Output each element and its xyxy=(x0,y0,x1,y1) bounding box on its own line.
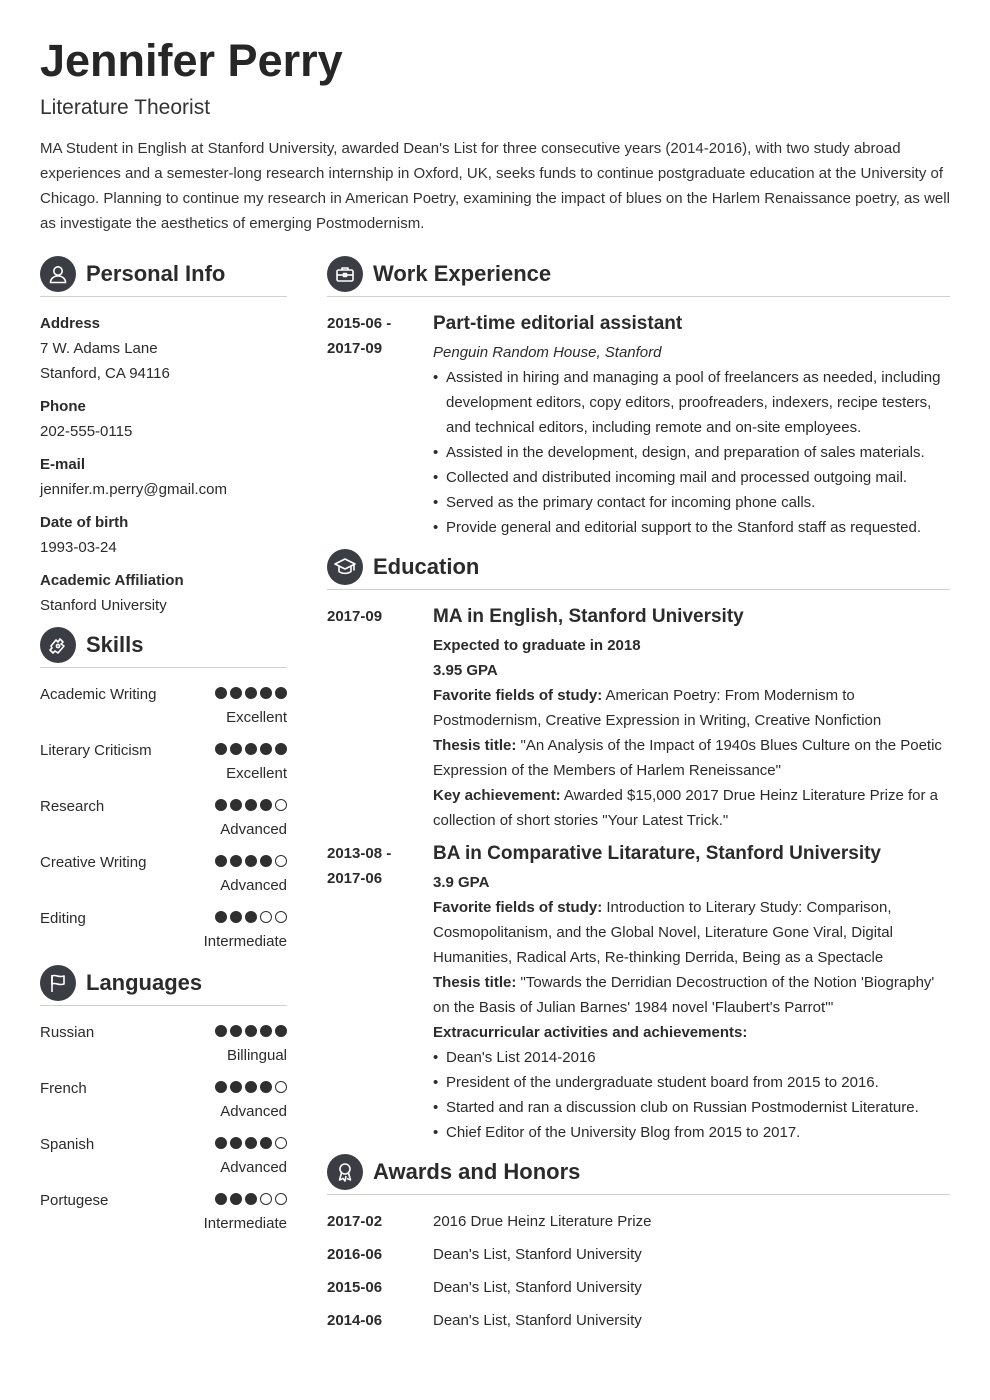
education-line-label: Favorite fields of study: xyxy=(433,899,603,916)
person-icon xyxy=(40,256,76,292)
education-line-label: Expected to graduate in 2018 xyxy=(433,637,641,654)
language-name: Spanish xyxy=(40,1136,95,1153)
award-item xyxy=(327,1209,950,1234)
skill-level: Excellent xyxy=(226,765,287,782)
education-line xyxy=(433,895,950,970)
skill-rating xyxy=(215,911,287,923)
award-name: Dean's List, Stanford University xyxy=(433,1312,642,1329)
language-level: Intermediate xyxy=(203,1215,287,1232)
skill-name: Editing xyxy=(40,910,86,927)
skills-list xyxy=(40,682,287,962)
rating-dot xyxy=(230,911,242,923)
education-title: Education xyxy=(373,554,480,579)
rating-dot xyxy=(215,911,227,923)
language-item xyxy=(40,1188,287,1244)
award-item xyxy=(327,1242,950,1267)
rating-dot xyxy=(260,743,272,755)
education-entry xyxy=(327,841,950,1145)
degree-title: BA in Comparative Litarature, Stanford University xyxy=(433,843,882,864)
degree-title: MA in English, Stanford University xyxy=(433,606,744,627)
personal-info-title: Personal Info xyxy=(86,261,226,286)
rating-dot xyxy=(275,799,287,811)
rating-dot xyxy=(230,855,242,867)
company-name: Penguin Random House, Stanford xyxy=(433,344,662,361)
personal-info-list xyxy=(40,311,287,618)
resume-header xyxy=(40,34,952,236)
personal-info-item xyxy=(40,568,287,618)
skills-title: Skills xyxy=(86,632,144,657)
rating-dot xyxy=(215,799,227,811)
awards-heading xyxy=(327,1153,950,1195)
rating-dot xyxy=(260,799,272,811)
language-item xyxy=(40,1076,287,1132)
personal-info-label: E-mail xyxy=(40,456,86,473)
education-line xyxy=(433,1020,950,1045)
education-line-label: Thesis title: xyxy=(433,974,517,991)
rating-dot xyxy=(245,799,257,811)
skill-rating xyxy=(215,799,287,811)
language-level: Advanced xyxy=(220,1159,287,1176)
rating-dot xyxy=(275,1137,287,1149)
work-experience-title: Work Experience xyxy=(373,261,552,286)
rating-dot xyxy=(215,855,227,867)
personal-info-value: 202-555-0115 xyxy=(40,423,133,440)
education-line-text: American Poetry: From Modernism to Postmodernism, Creative Expression in Writing, Creative Nonfiction xyxy=(433,687,882,729)
personal-info-item xyxy=(40,452,287,502)
rating-dot xyxy=(275,743,287,755)
rating-dot xyxy=(230,687,242,699)
education-date: 2017-09 xyxy=(327,608,383,625)
language-item xyxy=(40,1020,287,1076)
personal-info-item xyxy=(40,311,287,386)
education-line xyxy=(433,683,950,733)
rating-dot xyxy=(245,911,257,923)
language-level: Advanced xyxy=(220,1103,287,1120)
rating-dot xyxy=(245,1137,257,1149)
work-experience-heading xyxy=(327,255,950,297)
rating-dot xyxy=(245,855,257,867)
activity-item: • Chief Editor of the University Blog from 2015 to 2017. xyxy=(433,1120,950,1145)
skill-item xyxy=(40,794,287,850)
rating-dot xyxy=(245,1193,257,1205)
language-rating xyxy=(215,1025,287,1037)
education-line xyxy=(433,733,950,783)
personal-info-value: jennifer.m.perry@gmail.com xyxy=(40,481,227,498)
rating-dot xyxy=(275,1025,287,1037)
personal-info-value: Stanford University xyxy=(40,597,167,614)
education-line-text: Introduction to Literary Study: Comparison, Cosmopolitanism, and the Global Novel, Literature Gone Viral, Digital Humanities, Radical Arts, Re-thinking Derrida, Being as a Spectacle xyxy=(433,899,893,966)
education-details xyxy=(433,604,950,833)
graduation-cap-icon xyxy=(327,549,363,585)
education-line xyxy=(433,658,950,683)
rating-dot xyxy=(245,1025,257,1037)
work-details xyxy=(433,311,950,540)
rating-dot xyxy=(260,687,272,699)
education-line-label: Key achievement: xyxy=(433,787,561,804)
skills-heading xyxy=(40,626,287,668)
education-line-label: Thesis title: xyxy=(433,737,517,754)
language-name: Portugese xyxy=(40,1192,109,1209)
award-item xyxy=(327,1308,950,1333)
rating-dot xyxy=(245,687,257,699)
duty-item: • Provide general and editorial support to the Stanford staff as requested. xyxy=(433,515,950,540)
rating-dot xyxy=(215,1193,227,1205)
skill-name: Literary Criticism xyxy=(40,742,152,759)
rating-dot xyxy=(275,1081,287,1093)
personal-info-value: 1993-03-24 xyxy=(40,539,117,556)
rating-dot xyxy=(230,799,242,811)
education-line-label: Extracurricular activities and achievements: xyxy=(433,1024,748,1041)
skill-item xyxy=(40,850,287,906)
rating-dot xyxy=(215,743,227,755)
award-name: Dean's List, Stanford University xyxy=(433,1279,642,1296)
language-item xyxy=(40,1132,287,1188)
rating-dot xyxy=(275,1193,287,1205)
education-line xyxy=(433,870,950,895)
skill-name: Academic Writing xyxy=(40,686,157,703)
skill-level: Excellent xyxy=(226,709,287,726)
rating-dot xyxy=(275,855,287,867)
skill-item xyxy=(40,906,287,962)
language-rating xyxy=(215,1137,287,1149)
rating-dot xyxy=(230,743,242,755)
rating-dot xyxy=(215,1081,227,1093)
personal-info-label: Academic Affiliation xyxy=(40,572,184,589)
job-title: Part-time editorial assistant xyxy=(433,313,683,334)
rating-dot xyxy=(260,855,272,867)
candidate-name: Jennifer Perry xyxy=(40,35,343,86)
skill-level: Advanced xyxy=(220,877,287,894)
personal-info-label: Phone xyxy=(40,398,86,415)
awards-list xyxy=(327,1209,950,1333)
rating-dot xyxy=(245,743,257,755)
work-entry xyxy=(327,311,950,540)
skill-level: Advanced xyxy=(220,821,287,838)
education-line-label: 3.9 GPA xyxy=(433,874,490,891)
award-date: 2014-06 xyxy=(327,1312,383,1329)
rating-dot xyxy=(275,687,287,699)
rating-dot xyxy=(230,1081,242,1093)
education-line xyxy=(433,783,950,833)
activity-item: • President of the undergraduate student board from 2015 to 2016. xyxy=(433,1070,950,1095)
language-level: Billingual xyxy=(226,1047,287,1064)
rating-dot xyxy=(260,911,272,923)
award-ribbon-icon xyxy=(327,1154,363,1190)
right-column xyxy=(327,255,950,1341)
language-rating xyxy=(215,1081,287,1093)
languages-heading xyxy=(40,964,287,1006)
rating-dot xyxy=(215,687,227,699)
education-line-label: Favorite fields of study: xyxy=(433,687,603,704)
education-line xyxy=(433,970,950,1020)
education-line-text: "An Analysis of the Impact of 1940s Blues Culture on the Poetic Expression of the Members of Harlem Reneissance" xyxy=(433,737,942,779)
skill-rating xyxy=(215,687,287,699)
language-rating xyxy=(215,1193,287,1205)
activity-item: • Started and ran a discussion club on Russian Postmodernist Literature. xyxy=(433,1095,950,1120)
rating-dot xyxy=(275,911,287,923)
duty-item: • Served as the primary contact for incoming phone calls. xyxy=(433,490,950,515)
work-experience-list xyxy=(327,311,950,540)
education-details xyxy=(433,841,950,1145)
language-name: French xyxy=(40,1080,87,1097)
rating-dot xyxy=(260,1137,272,1149)
skill-name: Research xyxy=(40,798,105,815)
award-date: 2015-06 xyxy=(327,1279,383,1296)
flag-icon xyxy=(40,965,76,1001)
left-column xyxy=(40,255,287,1244)
duty-item: • Assisted in the development, design, and preparation of sales materials. xyxy=(433,440,950,465)
rating-dot xyxy=(260,1025,272,1037)
language-name: Russian xyxy=(40,1024,95,1041)
rating-dot xyxy=(215,1025,227,1037)
skill-rating xyxy=(215,743,287,755)
briefcase-icon xyxy=(327,256,363,292)
skill-rating xyxy=(215,855,287,867)
rating-dot xyxy=(260,1081,272,1093)
rating-dot xyxy=(245,1081,257,1093)
award-date: 2017-02 xyxy=(327,1213,383,1230)
work-duties xyxy=(433,365,950,540)
languages-title: Languages xyxy=(86,970,203,995)
duty-item: • Collected and distributed incoming mail and processed outgoing mail. xyxy=(433,465,950,490)
education-activities xyxy=(433,1045,950,1145)
education-heading xyxy=(327,548,950,590)
award-item xyxy=(327,1275,950,1300)
skill-level: Intermediate xyxy=(203,933,287,950)
duty-item: • Assisted in hiring and managing a pool of freelancers as needed, including development editors, copy editors, proofreaders, indexers, recipe testers, and technical editors, including remote and on-site employees. xyxy=(433,365,950,440)
education-list xyxy=(327,604,950,1145)
personal-info-heading xyxy=(40,255,287,297)
rating-dot xyxy=(230,1193,242,1205)
puzzle-hand-icon xyxy=(40,627,76,663)
candidate-title: Literature Theorist xyxy=(40,96,211,119)
education-date: 2013-08 - 2017-06 xyxy=(327,845,392,887)
personal-info-label: Date of birth xyxy=(40,514,129,531)
profile-summary: MA Student in English at Stanford University, awarded Dean's List for three consecutive years (2014-2016), with two study abroad experiences and a semester-long research internship in Oxford, UK, seeks funds to continue postgraduate education at the University of Chicago. Planning to continue my research in American Poetry, examining the impact of blues on the Harlem Renaissance poetry, as well as investigate the aesthetics of emerging Postmodernism. xyxy=(40,140,950,232)
awards-title: Awards and Honors xyxy=(373,1159,581,1184)
personal-info-item xyxy=(40,510,287,560)
award-date: 2016-06 xyxy=(327,1246,383,1263)
rating-dot xyxy=(230,1137,242,1149)
activity-item: • Dean's List 2014-2016 xyxy=(433,1045,950,1070)
rating-dot xyxy=(230,1025,242,1037)
personal-info-label: Address xyxy=(40,315,101,332)
education-line xyxy=(433,633,950,658)
personal-info-item xyxy=(40,394,287,444)
education-line-label: 3.95 GPA xyxy=(433,662,498,679)
education-line-text: Awarded $15,000 2017 Drue Heinz Literature Prize for a collection of short stories "Your Latest Trick." xyxy=(433,787,939,829)
award-name: 2016 Drue Heinz Literature Prize xyxy=(433,1213,652,1230)
education-line-text: "Towards the Derridian Decostruction of the Notion 'Biography' on the Basis of Julian Barnes' 1984 novel 'Flaubert's Parrot'" xyxy=(433,974,935,1016)
languages-list xyxy=(40,1020,287,1244)
award-name: Dean's List, Stanford University xyxy=(433,1246,642,1263)
skill-item xyxy=(40,682,287,738)
personal-info-value: 7 W. Adams Lane Stanford, CA 94116 xyxy=(40,340,170,382)
work-date: 2015-06 - 2017-09 xyxy=(327,315,392,357)
education-entry xyxy=(327,604,950,833)
skill-item xyxy=(40,738,287,794)
rating-dot xyxy=(260,1193,272,1205)
rating-dot xyxy=(215,1137,227,1149)
skill-name: Creative Writing xyxy=(40,854,147,871)
